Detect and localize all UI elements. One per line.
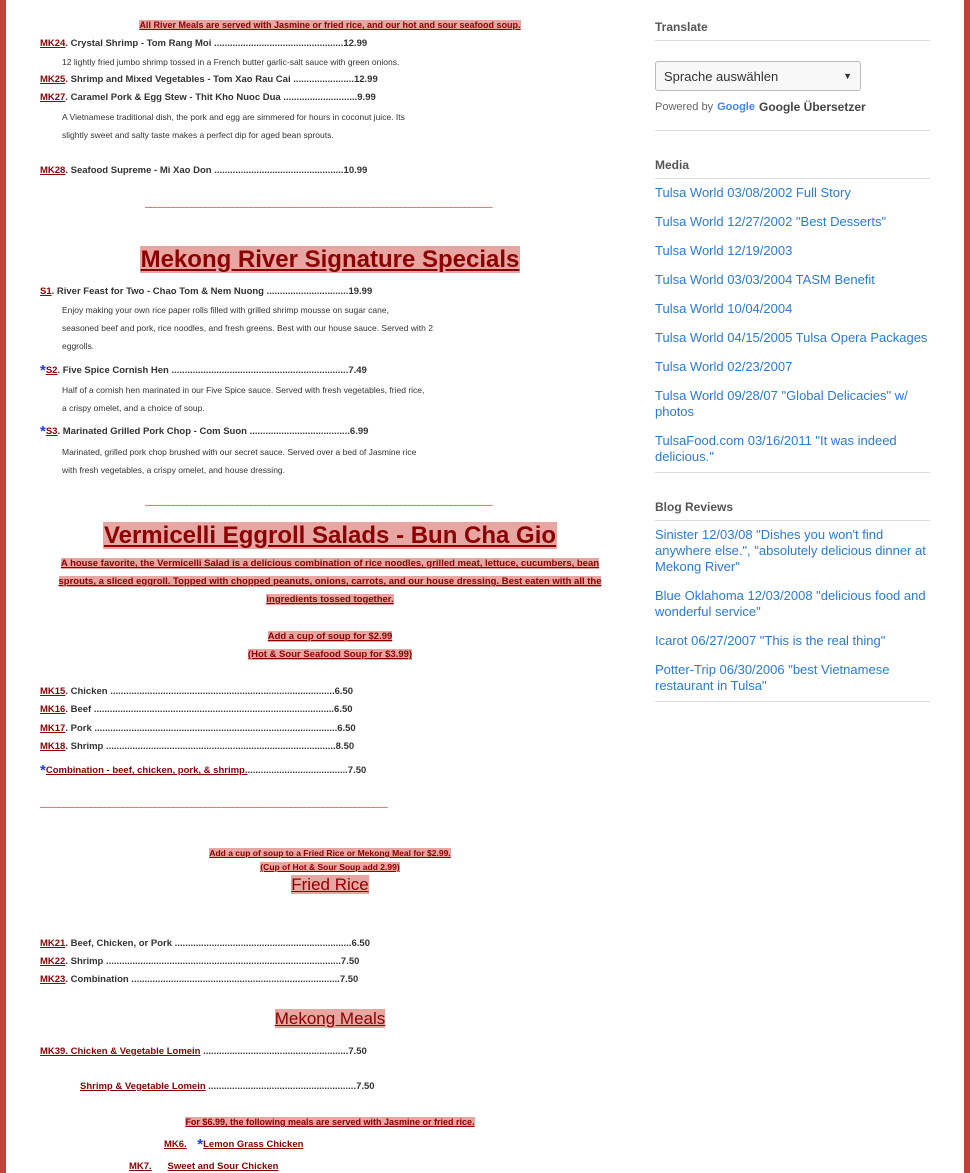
item-code-link[interactable]: MK27	[40, 92, 66, 103]
page-frame-left	[0, 0, 6, 1173]
item-name-link[interactable]: Lemon Grass Chicken	[203, 1139, 304, 1150]
star-icon: *	[197, 1136, 204, 1153]
star-icon: *	[40, 423, 46, 440]
review-links	[655, 527, 930, 694]
item-name-link[interactable]: Sweet and Sour Chicken	[167, 1161, 279, 1172]
item-description: 12 lightly fried jumbo shrimp tossed in a French butter garlic-salt sauce with green onions.	[62, 57, 400, 67]
mekong-meals-title: Mekong Meals	[274, 1009, 386, 1028]
item-code-link[interactable]: S1	[40, 286, 52, 297]
translate-title: Translate	[655, 20, 930, 41]
review-link[interactable]: Sinister 12/03/08 "Dishes you won't find anywhere else.", "absolutely delicious dinner at Mekong River"	[655, 527, 926, 574]
media-link[interactable]: Tulsa World 10/04/2004	[655, 301, 793, 316]
item-code-link[interactable]: Shrimp & Vegetable Lomein	[80, 1081, 206, 1092]
item-code-link[interactable]: S2	[45, 365, 58, 376]
media-link[interactable]: Tulsa World 12/19/2003	[655, 243, 793, 258]
menu-item-mk27: MK27. Caramel Pork & Egg Stew - Thit Kho Nuoc Dua ............................9.99	[40, 92, 376, 103]
item-code-link[interactable]: MK7.	[129, 1161, 152, 1172]
menu-item-mk17: MK17. Pork ............................................................................................6.50	[40, 723, 356, 734]
menu-item-mk24: MK24. Crystal Shrimp - Tom Rang Moi .................................................12.99	[40, 38, 368, 49]
item-code-link[interactable]: S3	[45, 426, 58, 437]
menu-item-mk7	[129, 1161, 278, 1172]
item-code-link[interactable]: MK6.	[164, 1139, 187, 1150]
media-links	[655, 185, 930, 465]
language-select-value: Sprache auswählen	[664, 68, 779, 84]
google-translate-link[interactable]: Google Übersetzer	[758, 100, 866, 114]
item-code-link[interactable]: MK16	[40, 704, 66, 715]
item-code-link[interactable]: MK23	[40, 974, 66, 985]
item-code-link[interactable]: MK25	[40, 74, 66, 85]
fried-rice-notice: Add a cup of soup to a Fried Rice or Mekong Meal for $2.99. (Cup of Hot & Sour Soup add 2.99)	[209, 848, 451, 872]
meals-notice: For $6.99, the following meals are served with Jasmine or fried rice.	[185, 1117, 475, 1127]
menu-item-mk21: MK21. Beef, Chicken, or Pork ...................................................................6.50	[40, 938, 370, 949]
star-icon: *	[40, 762, 46, 779]
star-icon: *	[40, 362, 46, 379]
review-link[interactable]: Blue Oklahoma 12/03/2008 "delicious food and wonderful service"	[655, 588, 926, 619]
media-link[interactable]: Tulsa World 03/08/2002 Full Story	[655, 185, 851, 200]
media-link[interactable]: Tulsa World 02/23/2007	[655, 359, 793, 374]
item-code-link[interactable]: MK22	[40, 956, 66, 967]
page-frame-right	[964, 0, 970, 1173]
google-logo-icon: Google	[717, 101, 755, 113]
item-code-link[interactable]: Combination - beef, chicken, pork, & shrimp.	[45, 765, 248, 776]
menu-item-s3: *S3. Marinated Grilled Pork Chop - Com Suon ......................................6.99	[40, 423, 369, 440]
menu-item-mk23: MK23. Combination ...............................................................................7.50	[40, 974, 359, 985]
menu-item-mk18: MK18. Shrimp .......................................................................................8.50	[40, 741, 355, 752]
translate-widget	[655, 20, 930, 131]
section-divider: ‒‒‒‒‒‒‒‒‒‒‒‒‒‒‒‒‒‒‒‒‒‒‒‒‒‒‒‒‒‒‒‒‒‒‒‒‒‒‒‒‒‒‒‒‒‒‒‒‒‒‒‒‒‒‒‒‒‒‒‒‒‒‒‒‒‒‒‒‒‒‒‒‒‒‒‒	[145, 500, 492, 511]
item-description: A Vietnamese traditional dish, the pork and egg are simmered for hours in coconut juice. Its slightly sweet and salty taste makes a perfect dip for aged bean sprouts.	[62, 112, 405, 140]
media-widget	[655, 158, 930, 473]
item-description: Enjoy making your own rice paper rolls filled with grilled shrimp mousse on sugar cane, seasoned beef and pork, rice noodles, and fresh greens. Best with our house sauce. Served with 2 eggrolls.	[62, 305, 433, 351]
reviews-title: Blog Reviews	[655, 500, 930, 521]
item-code-link[interactable]: MK15	[40, 686, 66, 697]
media-link[interactable]: Tulsa World 09/28/07 "Global Delicacies" w/ photos	[655, 388, 908, 419]
menu-item-mk28: MK28. Seafood Supreme - Mi Xao Don .................................................10.99	[40, 165, 368, 176]
item-description: Half of a cornish hen marinated in our Five Spice sauce. Served with fresh vegetables, fried rice, a crispy omelet, and a choice of soup.	[62, 385, 425, 413]
review-link[interactable]: Potter-Trip 06/30/2006 "best Vietnamese restaurant in Tulsa"	[655, 662, 890, 693]
soup-addon-notice: Add a cup of soup for $2.99 (Hot & Sour Seafood Soup for $3.99)	[247, 631, 413, 660]
menu-content	[40, 0, 620, 1173]
fried-rice-title: Fried Rice	[291, 875, 369, 894]
media-link[interactable]: Tulsa World 04/15/2005 Tulsa Opera Packages	[655, 330, 928, 345]
vermicelli-description: A house favorite, the Vermicelli Salad is a delicious combination of rice noodles, grilled meat, lettuce, cucumbers, bean sprouts, a sliced eggroll. Topped with chopped peanuts, onions, carrots, and our house dressing. Best eaten with all the ingredients tossed together.	[58, 558, 602, 605]
reviews-widget	[655, 500, 930, 702]
language-select[interactable]	[655, 61, 930, 91]
specials-title: Mekong River Signature Specials	[140, 246, 520, 273]
item-code-link[interactable]: MK24	[40, 38, 66, 49]
section-divider: ‒‒‒‒‒‒‒‒‒‒‒‒‒‒‒‒‒‒‒‒‒‒‒‒‒‒‒‒‒‒‒‒‒‒‒‒‒‒‒‒‒‒‒‒‒‒‒‒‒‒‒‒‒‒‒‒‒‒‒‒‒‒‒‒‒‒‒‒‒‒‒‒‒‒‒‒	[145, 202, 492, 213]
menu-item-mk25: MK25. Shrimp and Mixed Vegetables - Tom Xao Rau Cai .......................12.99	[40, 74, 378, 85]
menu-item-combination: *Combination - beef, chicken, pork, & shrimp.......................................7.50	[40, 762, 367, 779]
media-link[interactable]: Tulsa World 12/27/2002 "Best Desserts"	[655, 214, 887, 229]
item-description: Marinated, grilled pork chop brushed with our secret sauce. Served over a bed of Jasmine rice with fresh vegetables, a crispy omelet, and house dressing.	[62, 447, 417, 475]
menu-item-mk39: MK39. Chicken & Vegetable Lomein .......................................................7.50	[40, 1046, 367, 1057]
menu-item-mk22: MK22. Shrimp .........................................................................................7.50	[40, 956, 360, 967]
powered-by: Powered by Google Google Übersetzer	[655, 100, 866, 114]
menu-item-mk16: MK16. Beef ...........................................................................................6.50	[40, 704, 353, 715]
menu-item-s2: *S2. Five Spice Cornish Hen ...................................................................7.49	[40, 362, 367, 379]
item-code-link[interactable]: MK28	[40, 165, 66, 176]
menu-item-s1: S1. River Feast for Two - Chao Tom & Nem Nuong ...............................19.99	[40, 286, 373, 297]
media-link[interactable]: Tulsa World 03/03/2004 TASM Benefit	[655, 272, 875, 287]
media-link[interactable]: TulsaFood.com 03/16/2011 "It was indeed delicious."	[655, 433, 897, 464]
item-code-link[interactable]: MK39. Chicken & Vegetable Lomein	[40, 1046, 201, 1057]
sidebar	[655, 0, 930, 702]
item-code-link[interactable]: MK18	[40, 741, 66, 752]
item-code-link[interactable]: MK17	[40, 723, 66, 734]
media-title: Media	[655, 158, 930, 179]
section-divider: ‒‒‒‒‒‒‒‒‒‒‒‒‒‒‒‒‒‒‒‒‒‒‒‒‒‒‒‒‒‒‒‒‒‒‒‒‒‒‒‒‒‒‒‒‒‒‒‒‒‒‒‒‒‒‒‒‒‒‒‒‒‒‒‒‒‒‒‒‒‒‒‒‒‒‒‒	[40, 802, 387, 813]
menu-item-shrimp-lomein: Shrimp & Vegetable Lomein ........................................................7.50	[80, 1081, 375, 1092]
chevron-down-icon: ▼	[843, 71, 852, 81]
menu-item-mk6	[164, 1134, 303, 1151]
river-meals-notice: All River Meals are served with Jasmine or fried rice, and our hot and sour seafood soup.	[139, 20, 521, 30]
review-link[interactable]: Icarot 06/27/2007 "This is the real thing"	[655, 633, 886, 648]
item-code-link[interactable]: MK21	[40, 938, 66, 949]
vermicelli-title: Vermicelli Eggroll Salads - Bun Cha Gio	[103, 522, 557, 549]
menu-item-mk15: MK15. Chicken .....................................................................................6.50	[40, 686, 354, 697]
